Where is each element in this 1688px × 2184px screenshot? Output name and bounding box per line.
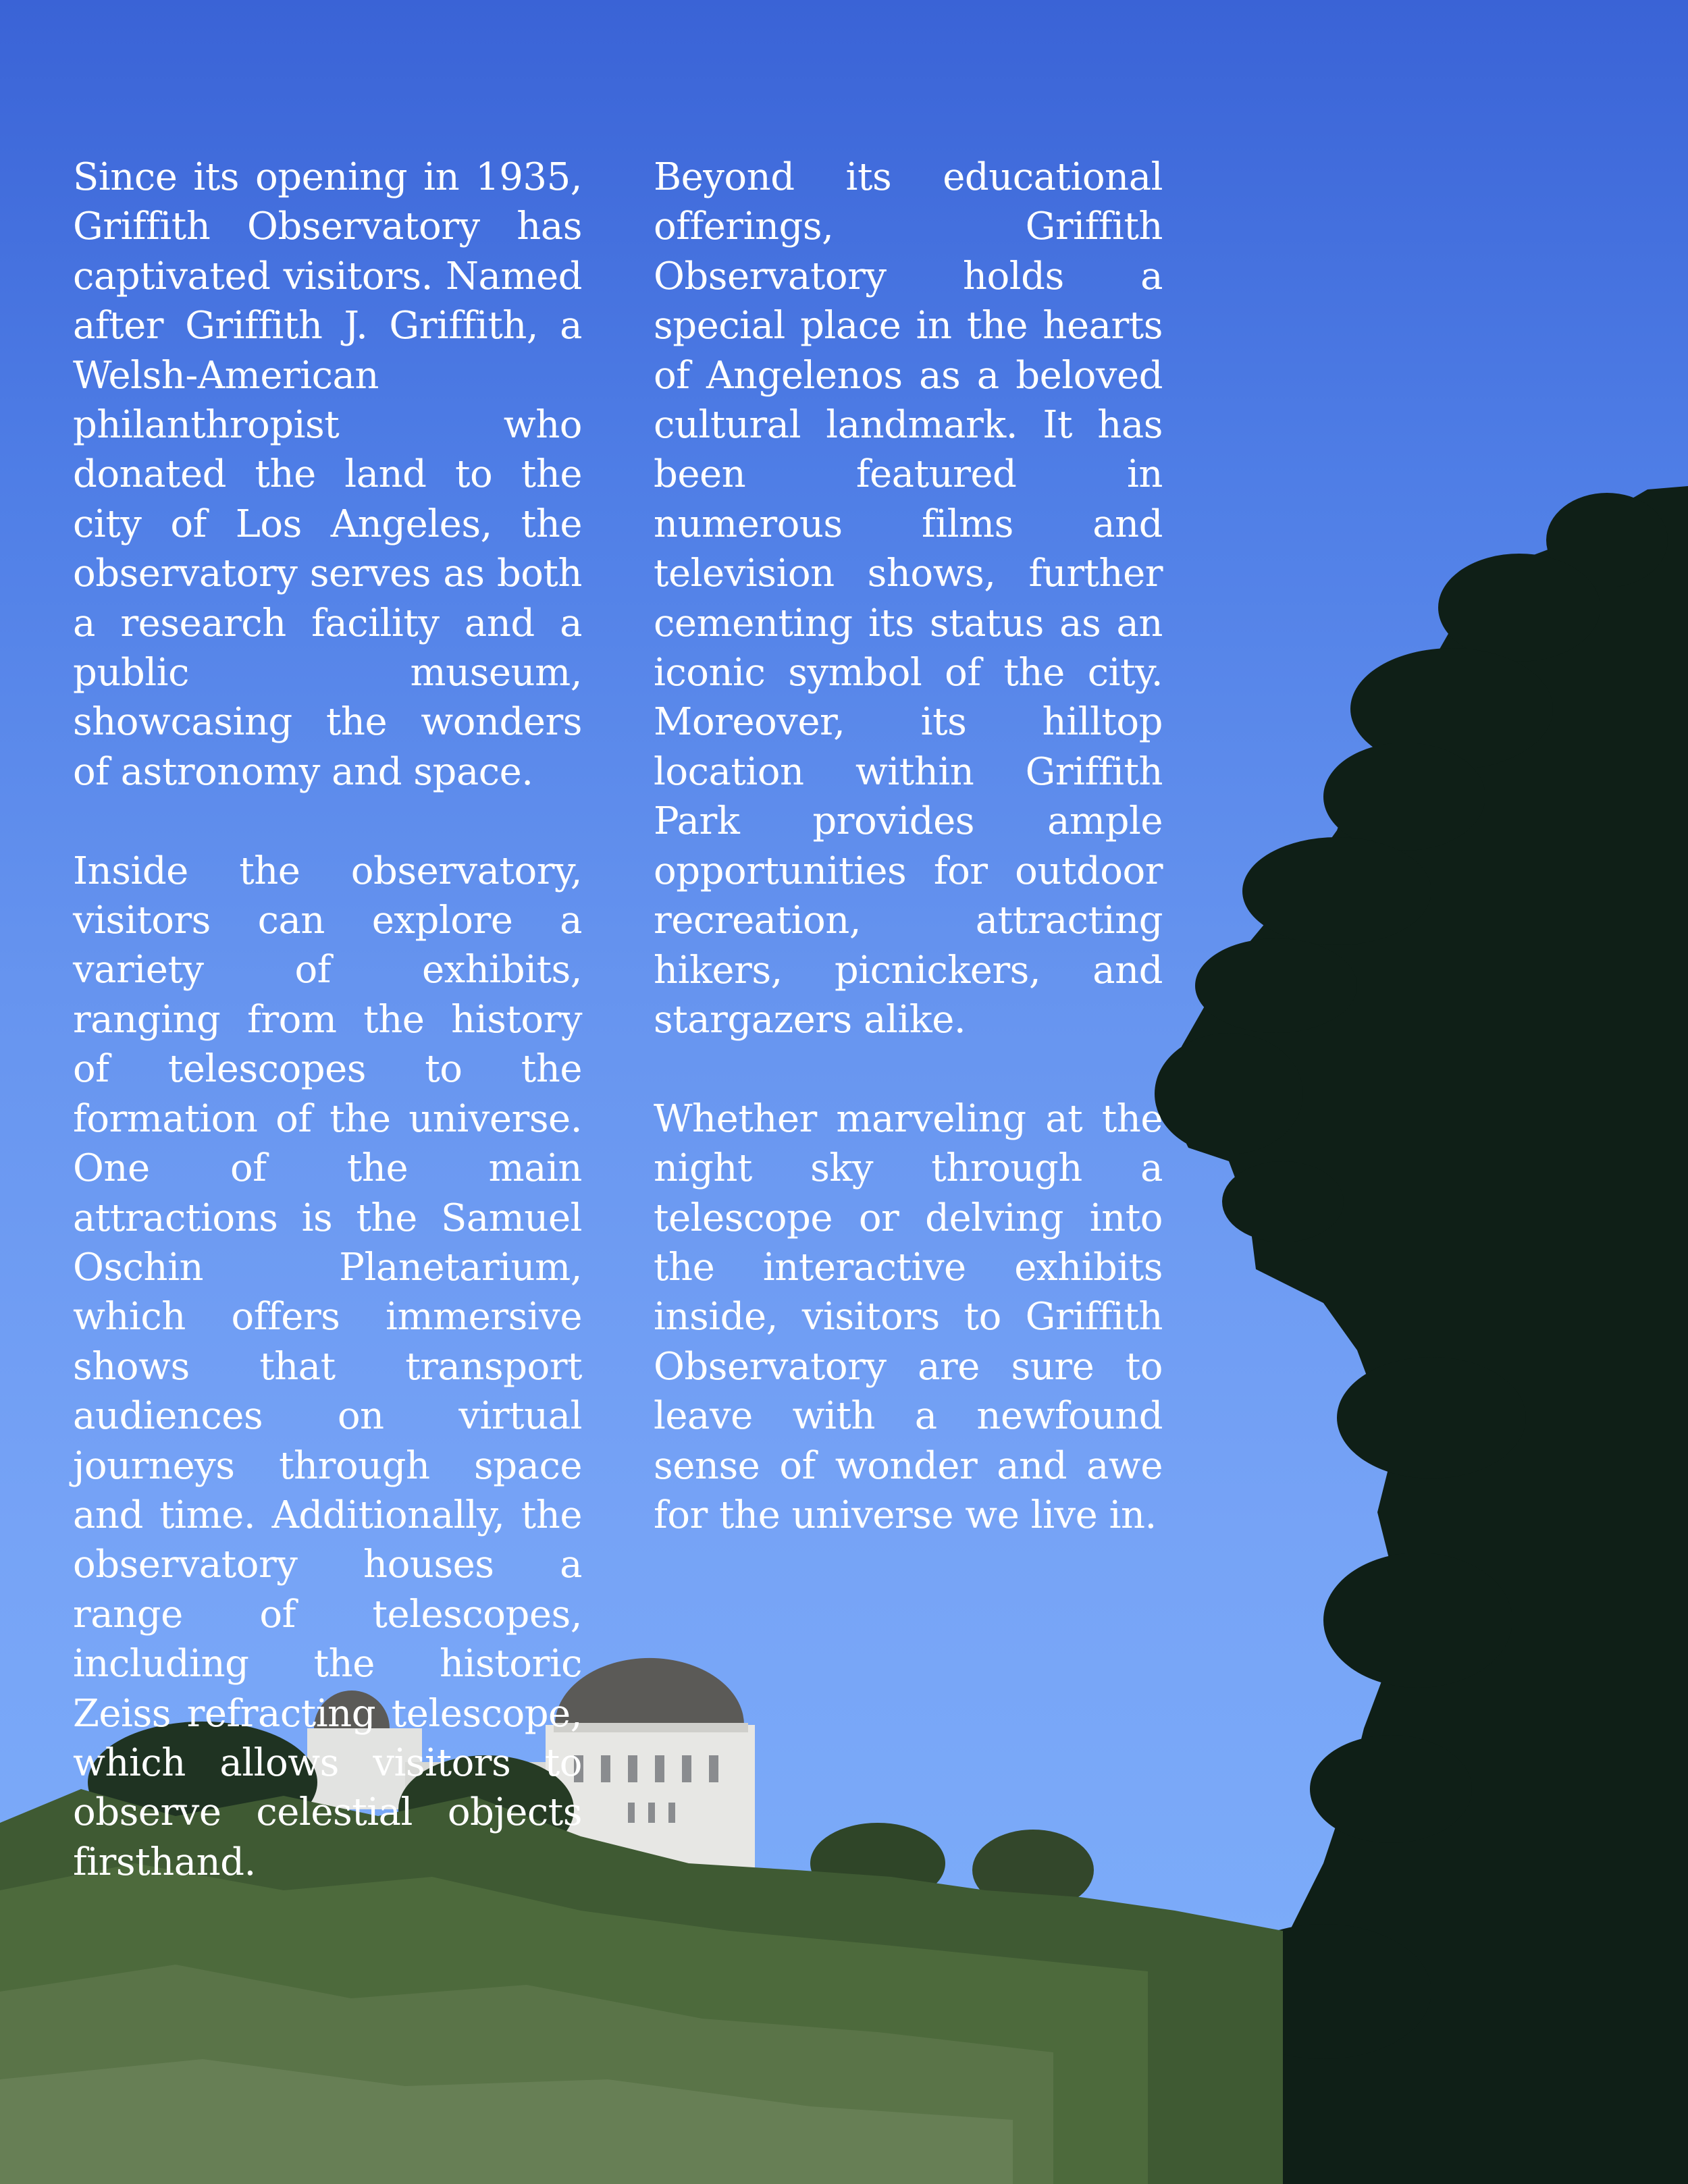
paragraph: Inside the observatory, visitors can explore a variety of exhibits, ranging from the history of telescopes to the formation of the universe. One of the main attractions is the Samuel Oschin Planetarium, which offers immersive shows that transport audiences on virtual journeys through space and time. Additionally, the observatory houses a range of telescopes, including the historic Zeiss refracting telescope, which allows visitors to observe celestial objects firsthand.	[73, 849, 582, 1884]
paragraph: Since its opening in 1935, Griffith Observatory has captivated visitors. Named after Griffith J. Griffith, a Welsh-American philanthropist who donated the land to the city of Los Angeles, the observatory serves as both a research facility and a public museum, showcasing the wonders of astronomy and space.	[73, 155, 582, 794]
paragraph: Whether marveling at the night sky through a telescope or delving into the interactive exhibits inside, visitors to Griffith Observatory are sure to leave with a newfound sense of wonder and awe for the universe we live in.	[654, 1096, 1163, 1537]
paragraph: Beyond its educational offerings, Griffith Observatory holds a special place in the hearts of Angelenos as a beloved cultural landmark. It has been featured in numerous films and television shows, further cementing its status as an iconic symbol of the city. Moreover, its hilltop location within Griffith Park provides ample opportunities for outdoor recreation, attracting hikers, picnickers, and stargazers alike.	[654, 155, 1163, 1042]
text-column-right	[654, 153, 1163, 1540]
text-column-left	[73, 153, 582, 1887]
main-dome	[555, 1658, 744, 1725]
